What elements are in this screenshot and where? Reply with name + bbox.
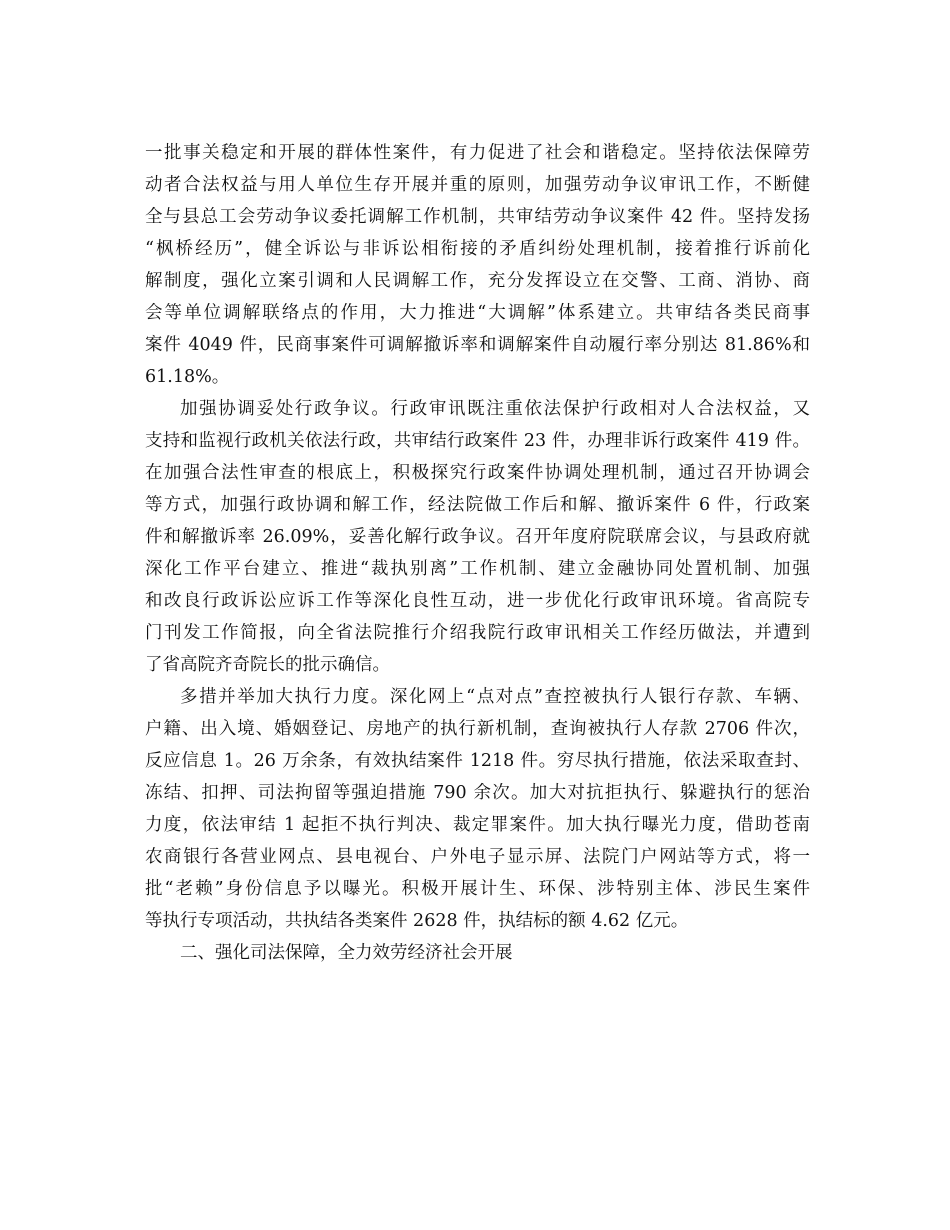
paragraph-labor-dispute	[145, 137, 810, 393]
text-line: 件和解撤诉率 26.09%，妥善化解行政争议。召开年度府院联席会议，与县政府就	[145, 527, 810, 547]
text-line: 批“老赖”身份信息予以曝光。积极开展计生、环保、涉特别主体、涉民生案件	[145, 879, 810, 899]
text-line: 在加强合法性审查的根底上，积极探究行政案件协调处理机制，通过召开协调会	[145, 463, 810, 483]
text-line: 动者合法权益与用人单位生存开展并重的原则，加强劳动争议审讯工作，不断健	[145, 175, 810, 195]
text-line: 加强协调妥处行政争议。行政审讯既注重依法保护行政相对人合法权益，又	[180, 399, 810, 419]
text-line: 解制度，强化立案引调和人民调解工作，充分发挥设立在交警、工商、消协、商	[145, 271, 810, 291]
text-line: 和改良行政诉讼应诉工作等深化良性互动，进一步优化行政审讯环境。省高院专	[145, 591, 810, 611]
section-heading: 二、强化司法保障，全力效劳经济社会开展	[180, 943, 513, 963]
text-line: 农商银行各营业网点、县电视台、户外电子显示屏、法院门户网站等方式，将一	[145, 847, 810, 867]
text-line: 多措并举加大执行力度。深化网上“点对点”查控被执行人银行存款、车辆、	[180, 687, 810, 707]
text-line: 一批事关稳定和开展的群体性案件，有力促进了社会和谐稳定。坚持依法保障劳	[145, 143, 810, 163]
text-line: 了省高院齐奇院长的批示确信。	[145, 655, 390, 675]
paragraph-administrative-dispute	[145, 393, 810, 681]
text-line: 户籍、出入境、婚姻登记、房地产的执行新机制，查询被执行人存款 2706 件次，	[145, 719, 810, 739]
text-line: 门刊发工作简报，向全省法院推行介绍我院行政审讯相关工作经历做法，并遭到	[145, 623, 810, 643]
text-line: 会等单位调解联络点的作用，大力推进“大调解”体系建立。共审结各类民商事	[145, 303, 810, 323]
text-line: 冻结、扣押、司法拘留等强迫措施 790 余次。加大对抗拒执行、躲避执行的惩治	[145, 783, 810, 803]
text-line: 反应信息 1。26 万余条，有效执结案件 1218 件。穷尽执行措施，依法采取查封、	[145, 751, 810, 771]
text-line: 力度，依法审结 1 起拒不执行判决、裁定罪案件。加大执行曝光力度，借助苍南	[145, 815, 810, 835]
text-line: 等执行专项活动，共执结各类案件 2628 件，执结标的额 4.62 亿元。	[145, 911, 689, 931]
body-text	[145, 137, 810, 969]
text-line: 等方式，加强行政协调和解工作，经法院做工作后和解、撤诉案件 6 件，行政案	[145, 495, 810, 515]
text-line: 深化工作平台建立、推进“裁执别离”工作机制、建立金融协同处置机制、加强	[145, 559, 810, 579]
section-heading-judicial-guarantee	[145, 937, 810, 969]
text-line: 61.18%。	[145, 367, 230, 387]
paragraph-enforcement	[145, 681, 810, 937]
text-line: 支持和监视行政机关依法行政，共审结行政案件 23 件，办理非诉行政案件 419 件。	[145, 431, 810, 451]
text-line: “枫桥经历”，健全诉讼与非诉讼相衔接的矛盾纠纷处理机制，接着推行诉前化	[145, 239, 810, 259]
text-line: 案件 4049 件，民商事案件可调解撤诉率和调解案件自动履行率分别达 81.86%和	[145, 335, 810, 355]
text-line: 全与县总工会劳动争议委托调解工作机制，共审结劳动争议案件 42 件。坚持发扬	[145, 207, 810, 227]
